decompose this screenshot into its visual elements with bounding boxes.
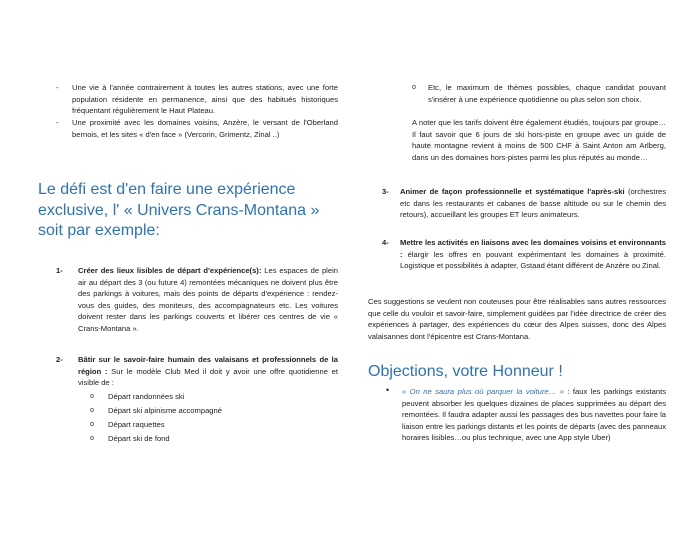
dash-bullet: - (56, 83, 59, 92)
circle-bullet: o (90, 435, 94, 442)
item-body: élargir les offres en pouvant expérimentant les domaines à proximité. Logistique et possibilités à adapter, Gstaad étant différent de Anzère ou Zinal. (400, 249, 666, 271)
objection-quote: « On ne saura plus où parquer la voiture… » (402, 387, 568, 396)
sub-item: Départ ski de fond (108, 434, 170, 443)
item-title: Animer de façon professionnelle et systématique l'après-ski (400, 187, 625, 196)
bullet-text: Une proximité avec les domaines voisins, Anzère, le versant de l'Oberland bernois, et les sites « d'en face » (Vercorin, Grimentz, Zinal ..) (72, 118, 338, 139)
summary-paragraph: Ces suggestions se veulent non couteuses pour être réalisables sans autres ressources que celle du vouloir et savoir-faire, simplement guidées par l'idée directrice de créer des expériences à partager, des expériences du cœur des Alpes suisses, donc des Alpes valaisannes dont l'épicentre est Crans-Montana. (368, 297, 666, 341)
item-number: 4- (382, 238, 389, 247)
item-paragraph (78, 354, 338, 389)
dash-bullet: - (56, 118, 59, 127)
objection-body: : faux les parkings existants peuvent absorber les quelques dizaines de places supprimées au départ des remontées. Il faudra adapter aussi les passages des bus navettes pour faire la liaison entre les parkings distants et les points de départs (avec des panneaux horaires lisibles…ou plus technique, avec une App style Uber) (402, 387, 666, 443)
sub-item: Départ randonnées ski (108, 392, 185, 401)
section-heading: Le défi est d'en faire une expérience exclusive, l' « Univers Crans-Montana » soit par exemple: (38, 181, 320, 239)
item-body: Sur le modèle Club Med il doit y avoir une offre quotidienne et visible de : (78, 366, 339, 388)
sub-item: Départ ski alpinisme accompagné (108, 406, 222, 415)
bullet-text: Une vie à l'année contrairement à toutes les autres stations, avec une forte population résidente en permanence, ainsi que des habitués historiques fréquentant régulièrement le Haut Plateau. (72, 83, 338, 116)
item-title: Mettre les activités en liaisons avec les domaines voisins et environnants : (400, 238, 666, 259)
sub-item: Départ raquettes (108, 420, 165, 429)
item-paragraph (400, 237, 666, 272)
item-paragraph (400, 186, 666, 221)
note-paragraph: A noter que les tarifs doivent être également étudiés, toujours par groupe… Il faut savoir que 6 jours de ski hors-piste en groupe avec un guide de haute montagne revient à moins de 500 CHF à Saint Anton am Arlberg, dans un des domaines hors-pistes parmi les plus réputés au monde… (412, 118, 666, 162)
item-body: Les espaces de plein air au départ des 3 (ou future 4) remontées mécaniques ne doivent plus être des parkings à voitures, mais des points de départs d'expérience : rendez-vous des guides, des moniteurs, des accompagnateurs etc. Les voitures doivent rester dans les parkings couverts et libérer ces centres de vie « Crans-Montana ». (78, 266, 338, 333)
circle-bullet: o (90, 407, 94, 414)
etc-paragraph: Etc, le maximum de thèmes possibles, chaque candidat pouvant s'insérer à une expérience quotidienne ou plus selon son choix. (428, 83, 666, 104)
circle-bullet: o (90, 393, 94, 400)
item-number: 1- (56, 266, 63, 275)
objection-paragraph (402, 386, 666, 444)
dot-bullet: • (386, 385, 390, 395)
item-title: Bâtir sur le savoir-faire humain des valaisans et professionnels de la région : (78, 355, 338, 376)
objections-heading: Objections, votre Honneur ! (368, 363, 563, 380)
item-number: 3- (382, 187, 389, 196)
item-number: 2- (56, 355, 63, 364)
item-title: Créer des lieux lisibles de départ d'expérience(s): (78, 266, 262, 275)
circle-bullet: o (412, 84, 416, 91)
circle-bullet: o (90, 421, 94, 428)
item-body: (orchestres etc dans les restaurants et cabanes de basse altitude ou sur le chemin des retours), accueillant les groupes ET leurs animateurs. (400, 187, 666, 220)
item-paragraph (78, 265, 338, 335)
